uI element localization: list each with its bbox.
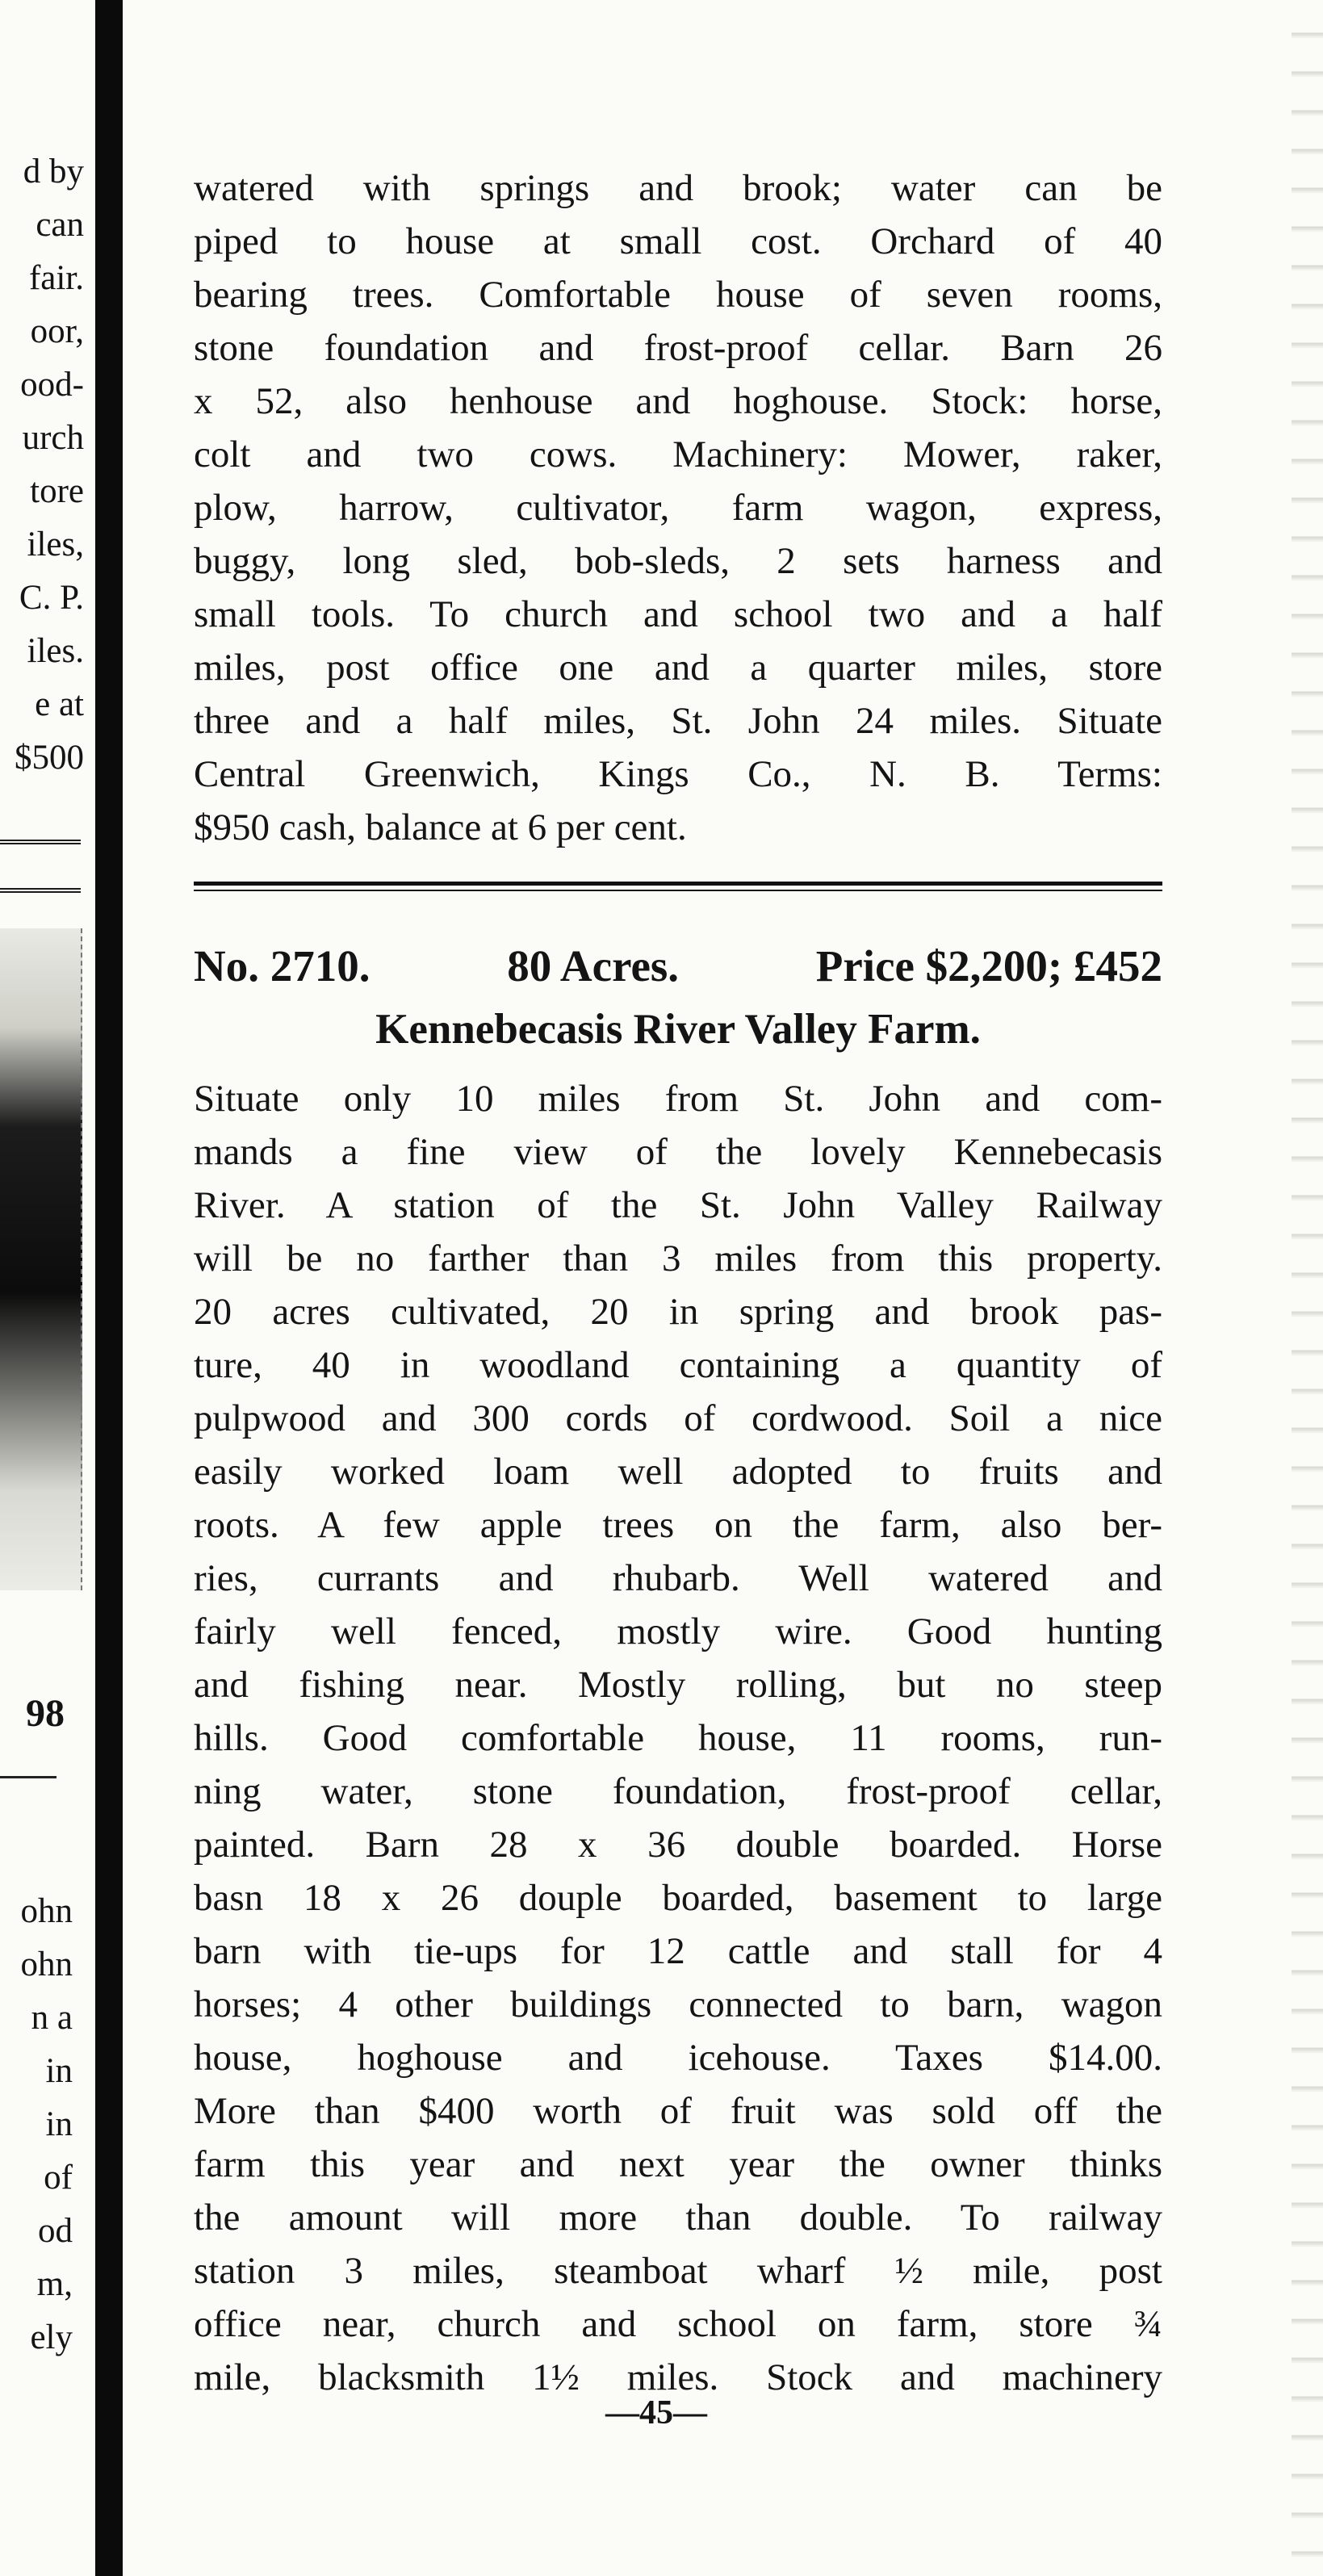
text-line: painted. Barn 28 x 36 double boarded. Horse: [194, 1824, 1162, 1866]
listing-acres: 80 Acres.: [507, 941, 680, 991]
text-line: house, hoghouse and icehouse. Taxes $14.00.: [194, 2037, 1162, 2079]
adjacent-page-text: [0, 145, 84, 785]
text-line: bearing trees. Comfortable house of seven rooms,: [194, 274, 1162, 316]
page-edge: [1292, 0, 1323, 2576]
adjacent-page-rule: [0, 1776, 57, 1778]
text-fragment: tore: [30, 472, 84, 510]
text-fragment: of: [44, 2159, 73, 2197]
text-line: buggy, long sled, bob-sleds, 2 sets harness and: [194, 540, 1162, 582]
text-line: More than $400 worth of fruit was sold off the: [194, 2090, 1162, 2132]
text-line: watered with springs and brook; water can be: [194, 167, 1162, 209]
text-line: mands a fine view of the lovely Kennebecasis: [194, 1131, 1162, 1173]
text-line: easily worked loam well adopted to fruits and: [194, 1451, 1162, 1493]
page-column: [194, 161, 1162, 2404]
text-fragment: ohn: [20, 1892, 73, 1930]
text-line: small tools. To church and school two and a half: [194, 593, 1162, 635]
text-line: $950 cash, balance at 6 per cent.: [194, 806, 687, 848]
text-line: piped to house at small cost. Orchard of 40: [194, 220, 1162, 262]
text-line: station 3 miles, steamboat wharf ½ mile, post: [194, 2250, 1162, 2292]
text-line: 20 acres cultivated, 20 in spring and brook pas-: [194, 1291, 1162, 1333]
text-fragment: in: [45, 2052, 73, 2090]
text-line: miles, post office one and a quarter miles, store: [194, 647, 1162, 689]
text-fragment: urch: [22, 419, 84, 457]
text-fragment: oor,: [30, 312, 84, 350]
text-line: River. A station of the St. John Valley Railway: [194, 1184, 1162, 1226]
text-fragment: in: [45, 2105, 73, 2143]
text-line: and fishing near. Mostly rolling, but no steep: [194, 1664, 1162, 1706]
text-line: ning water, stone foundation, frost-proof cellar,: [194, 1770, 1162, 1812]
text-line: ture, 40 in woodland containing a quantity of: [194, 1344, 1162, 1386]
text-fragment: can: [36, 206, 84, 244]
text-line: farm this year and next year the owner thinks: [194, 2143, 1162, 2185]
text-line: horses; 4 other buildings connected to barn, wagon: [194, 1983, 1162, 2025]
text-line: office near, church and school on farm, store ¾: [194, 2303, 1162, 2345]
page-number: —45—: [605, 2394, 707, 2431]
binding-gutter: [95, 0, 123, 2576]
text-fragment: m,: [36, 2265, 73, 2303]
text-line: mile, blacksmith 1½ miles. Stock and machinery: [194, 2356, 1162, 2398]
text-line: ries, currants and rhubarb. Well watered and: [194, 1557, 1162, 1599]
text-line: basn 18 x 26 douple boarded, basement to large: [194, 1877, 1162, 1919]
text-line: stone foundation and frost-proof cellar. Barn 26: [194, 327, 1162, 369]
listing-heading: [194, 938, 1162, 995]
text-line: barn with tie-ups for 12 cattle and stall for 4: [194, 1930, 1162, 1972]
listing-number: No. 2710.: [194, 941, 371, 991]
text-fragment: fair.: [28, 259, 84, 297]
listing-price: Price $2,200; £452: [815, 941, 1162, 991]
text-fragment: ood-: [20, 366, 84, 404]
text-fragment: e at: [35, 685, 84, 723]
text-fragment: C. P.: [19, 579, 84, 617]
text-fragment: n a: [31, 1999, 73, 2037]
text-fragment: d by: [23, 153, 84, 191]
text-line: hills. Good comfortable house, 11 rooms, run-: [194, 1717, 1162, 1759]
section-divider: [194, 882, 1162, 891]
listing-description: [194, 1072, 1162, 2404]
adjacent-page-rule: [0, 888, 81, 893]
text-fragment: iles.: [27, 632, 84, 670]
listing-title: Kennebecasis River Valley Farm.: [375, 1006, 981, 1053]
text-line: the amount will more than double. To railway: [194, 2197, 1162, 2239]
text-fragment: od: [38, 2212, 73, 2250]
continued-listing-text: [194, 161, 1162, 854]
text-line: will be no farther than 3 miles from this property.: [194, 1238, 1162, 1280]
text-fragment: $500: [15, 739, 84, 777]
text-line: colt and two cows. Machinery: Mower, raker,: [194, 434, 1162, 475]
text-line: fairly well fenced, mostly wire. Good hunting: [194, 1611, 1162, 1652]
text-fragment: ely: [30, 2318, 73, 2356]
text-line: Central Greenwich, Kings Co., N. B. Terms:: [194, 753, 1162, 795]
text-line: three and a half miles, St. John 24 miles. Situate: [194, 700, 1162, 742]
text-line: pulpwood and 300 cords of cordwood. Soil a nice: [194, 1397, 1162, 1439]
adjacent-listing-number: 98: [26, 1692, 65, 1735]
text-line: Situate only 10 miles from St. John and com-: [194, 1078, 1162, 1120]
adjacent-page-text: [0, 1885, 73, 2364]
text-line: roots. A few apple trees on the farm, also ber-: [194, 1504, 1162, 1546]
adjacent-page-photo: [0, 928, 82, 1590]
text-line: x 52, also henhouse and hoghouse. Stock: horse,: [194, 380, 1162, 422]
text-fragment: iles,: [27, 526, 84, 563]
adjacent-page-rule: [0, 840, 81, 844]
text-line: plow, harrow, cultivator, farm wagon, express,: [194, 487, 1162, 529]
text-fragment: ohn: [20, 1946, 73, 1983]
